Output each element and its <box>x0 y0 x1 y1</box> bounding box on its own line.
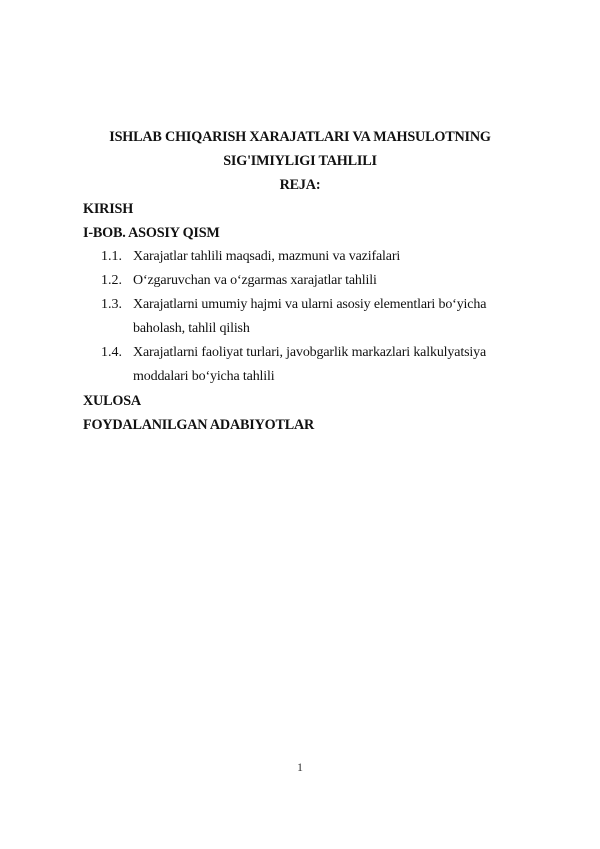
toc-item-text: Xarajatlar tahlili maqsadi, mazmuni va vazifalari <box>133 249 401 264</box>
toc-item-text-continuation: baholash, tahlil qilish <box>133 321 250 336</box>
section-chapter-1: I-BOB. ASOSIY QISM <box>83 225 220 241</box>
toc-item-text: O‘zgaruvchan va o‘zgarmas xarajatlar tahlili <box>133 273 377 288</box>
toc-item-number: 1.4. <box>101 345 122 360</box>
section-intro: KIRISH <box>83 201 134 217</box>
plan-label: REJA: <box>279 177 321 193</box>
toc-item-number: 1.2. <box>101 273 122 288</box>
toc-item-number: 1.1. <box>101 249 122 264</box>
document-title-line-1: ISHLAB CHIQARISH XARAJATLARI VA MAHSULOTNING <box>109 129 491 145</box>
page-number: 1 <box>297 760 303 774</box>
toc-item-number: 1.3. <box>101 297 122 312</box>
toc-item-text-continuation: moddalari bo‘yicha tahlili <box>133 369 275 384</box>
document-title-line-2: SIG'IMIYLIGI TAHLILI <box>223 153 377 169</box>
toc-item-text: Xarajatlarni umumiy hajmi va ularni asosiy elementlari bo‘yicha <box>133 297 487 312</box>
toc-item-text: Xarajatlarni faoliyat turlari, javobgarlik markazlari kalkulyatsiya <box>133 345 487 360</box>
section-references: FOYDALANILGAN ADABIYOTLAR <box>83 417 315 433</box>
section-conclusion: XULOSA <box>83 393 141 409</box>
